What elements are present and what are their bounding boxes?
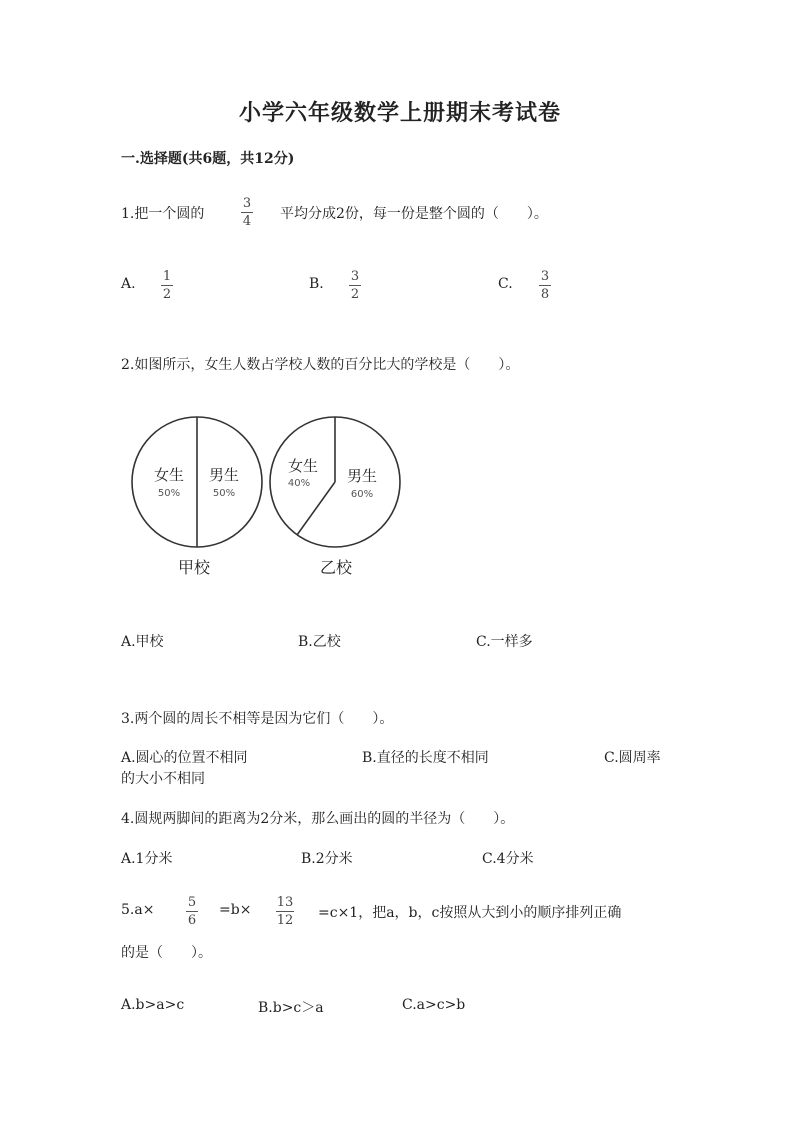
q4-option-c[interactable]: C.4分米 [482, 851, 534, 867]
fraction-numerator: 3 [540, 269, 550, 284]
q5-option-b[interactable]: B.b>c＞a [258, 1000, 324, 1016]
fraction-denominator: 8 [540, 287, 550, 302]
boys-percent: 50% [212, 488, 236, 499]
fraction-bar [276, 911, 294, 912]
q2-option-c[interactable]: C.一样多 [476, 634, 533, 650]
fraction-numerator: 13 [276, 895, 294, 910]
q1-option-b-label[interactable]: B. [309, 276, 324, 292]
pie-divider-bottom [297, 482, 335, 535]
q2-option-a[interactable]: A.甲校 [121, 634, 164, 650]
boys-label: 男生 [208, 466, 240, 484]
fraction-bar [241, 212, 253, 213]
q5-fraction-1 [186, 895, 198, 928]
q1-option-b-fraction [349, 269, 361, 302]
page-title: 小学六年级数学上册期末考试卷 [238, 100, 561, 126]
fraction-bar [186, 911, 198, 912]
q1-option-a-label[interactable]: A. [121, 276, 136, 292]
q5-option-c[interactable]: C.a>c>b [402, 997, 466, 1013]
q1-option-a-fraction [161, 269, 173, 302]
q5-option-a[interactable]: A.b>a>c [121, 997, 185, 1013]
pie-chart-school-jia [132, 417, 262, 577]
q1-prefix: 1.把一个圆的 [121, 206, 205, 222]
fraction-bar [161, 285, 173, 286]
q5-fraction-2 [276, 895, 294, 928]
q1-option-c-label[interactable]: C. [498, 276, 513, 292]
fraction-numerator: 1 [162, 269, 172, 284]
girls-label: 女生 [153, 466, 185, 484]
boys-percent: 60% [350, 489, 374, 500]
q1-option-c-fraction [539, 269, 551, 302]
fraction-denominator: 6 [187, 913, 197, 928]
q3-option-a[interactable]: A.圆心的位置不相同 [121, 750, 248, 766]
q5-line2: 的是（ ）。 [121, 945, 212, 961]
pie-charts-figure [128, 408, 418, 588]
q5-part2: =b× [219, 902, 252, 918]
fraction-bar [349, 285, 361, 286]
q1-fraction [241, 196, 253, 229]
fraction-numerator: 3 [242, 196, 252, 211]
q5-part1: 5.a× [121, 902, 155, 918]
fraction-denominator: 2 [162, 287, 172, 302]
boys-label: 男生 [346, 467, 378, 485]
q2-text: 2.如图所示，女生人数占学校人数的百分比大的学校是（ ）。 [121, 357, 520, 373]
q4-text: 4.圆规两脚间的距离为2分米，那么画出的圆的半径为（ ）。 [121, 811, 515, 827]
fraction-denominator: 4 [242, 214, 252, 229]
q5-part3: =c×1，把a，b，c按照从大到小的顺序排列正确 [318, 905, 622, 921]
q3-option-c[interactable]: C.圆周率 [604, 750, 661, 766]
q3-option-b[interactable]: B.直径的长度不相同 [362, 750, 489, 766]
girls-percent: 40% [287, 478, 311, 489]
q2-option-b[interactable]: B.乙校 [298, 634, 341, 650]
girls-label: 女生 [287, 457, 319, 475]
section-heading: 一.选择题(共6题，共12分) [121, 151, 295, 167]
q1-suffix: 平均分成2份，每一份是整个圆的（ ）。 [280, 206, 548, 222]
fraction-bar [539, 285, 551, 286]
pie-chart-school-yi [270, 417, 400, 577]
fraction-numerator: 3 [350, 269, 360, 284]
q4-option-a[interactable]: A.1分米 [121, 851, 173, 867]
q3-option-c-continued: 的大小不相同 [121, 771, 205, 787]
fraction-denominator: 12 [276, 913, 294, 928]
q4-option-b[interactable]: B.2分米 [301, 851, 353, 867]
girls-percent: 50% [157, 488, 181, 499]
chart-caption: 乙校 [319, 558, 353, 577]
q3-text: 3.两个圆的周长不相等是因为它们（ ）。 [121, 711, 394, 727]
chart-caption: 甲校 [177, 558, 211, 577]
fraction-numerator: 5 [187, 895, 197, 910]
fraction-denominator: 2 [350, 287, 360, 302]
